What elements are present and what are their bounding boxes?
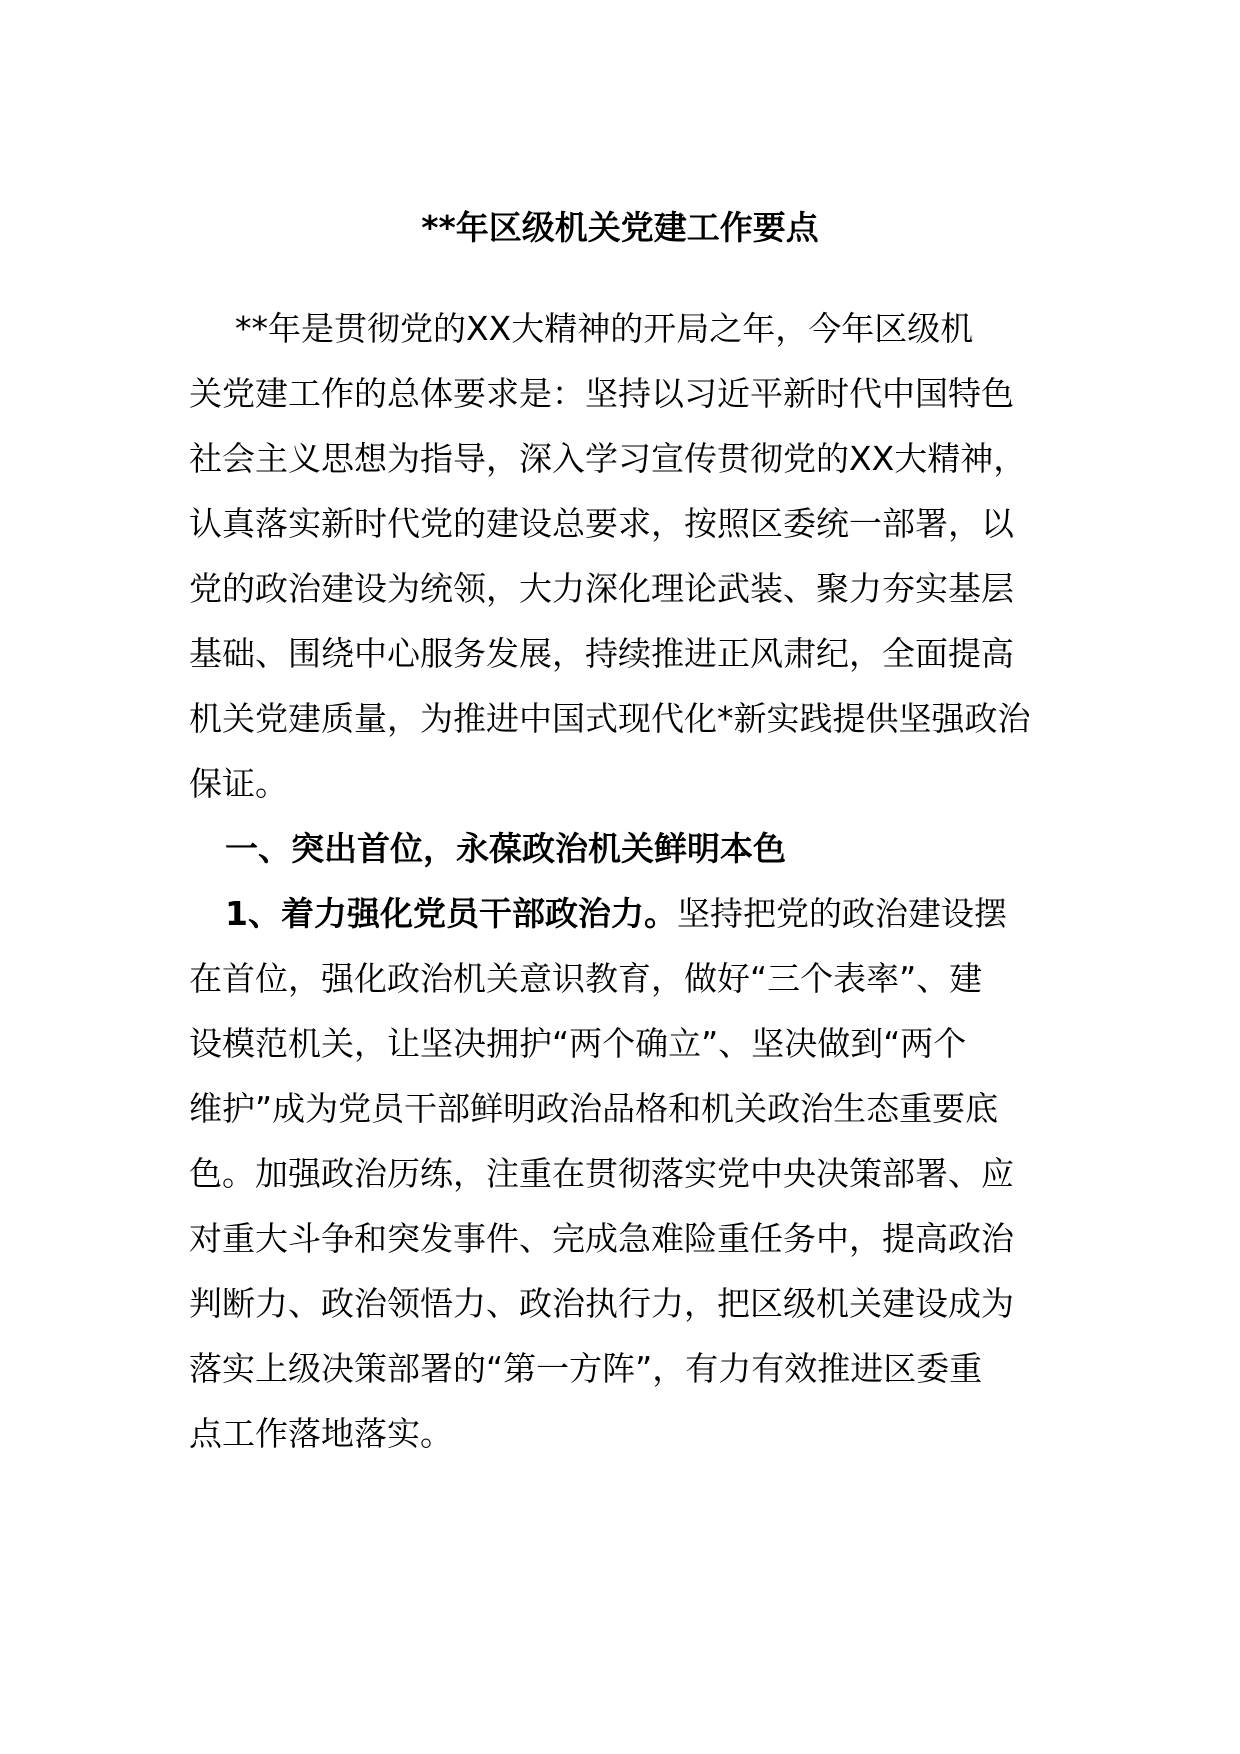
item-1-paragraph <box>189 881 1069 1466</box>
paragraph-line: 基础、围绕中心服务发展，持续推进正风肃纪，全面提高 <box>189 634 1014 673</box>
paragraph-line: 点工作落地落实。 <box>189 1414 453 1453</box>
paragraph-line: 社会主义思想为指导，深入学习宣传贯彻党的XX大精神， <box>189 439 1027 478</box>
paragraph-line: 色。加强政治历练，注重在贯彻落实党中央决策部署、应 <box>189 1154 1014 1193</box>
paragraph-line: 在首位，强化政治机关意识教育，做好“三个表率”、建 <box>189 959 983 998</box>
item-text: 坚持把党的政治建设摆 <box>676 894 1007 933</box>
paragraph-line: 维护”成为党员干部鲜明政治品格和机关政治生态重要底 <box>189 1089 999 1128</box>
paragraph-line: 对重大斗争和突发事件、完成急难险重任务中，提高政治 <box>189 1219 1014 1258</box>
paragraph-line: **年是贯彻党的XX大精神的开局之年，今年区级机 <box>235 309 974 348</box>
item-lead: 1、着力强化党员干部政治力。 <box>225 894 677 933</box>
paragraph-line: 党的政治建设为统领，大力深化理论武装、聚力夯实基层 <box>189 569 1014 608</box>
paragraph-line: 机关党建质量，为推进中国式现代化*新实践提供坚强政治 <box>189 699 1031 738</box>
paragraph-line <box>189 881 1069 946</box>
document-title: **年区级机关党建工作要点 <box>421 208 819 247</box>
paragraph-line: 落实上级决策部署的“第一方阵”，有力有效推进区委重 <box>189 1349 983 1388</box>
paragraph-line: 设模范机关，让坚决拥护“两个确立”、坚决做到“两个 <box>189 1024 967 1063</box>
paragraph-line: 判断力、政治领悟力、政治执行力，把区级机关建设成为 <box>189 1284 1014 1323</box>
document-body <box>189 296 1069 1466</box>
intro-paragraph <box>189 296 1069 816</box>
paragraph-line: 保证。 <box>189 764 288 803</box>
section-heading: 一、突出首位，永葆政治机关鲜明本色 <box>225 829 786 868</box>
paragraph-line: 关党建工作的总体要求是：坚持以习近平新时代中国特色 <box>189 374 1014 413</box>
paragraph-line: 认真落实新时代党的建设总要求，按照区委统一部署，以 <box>189 504 1014 543</box>
